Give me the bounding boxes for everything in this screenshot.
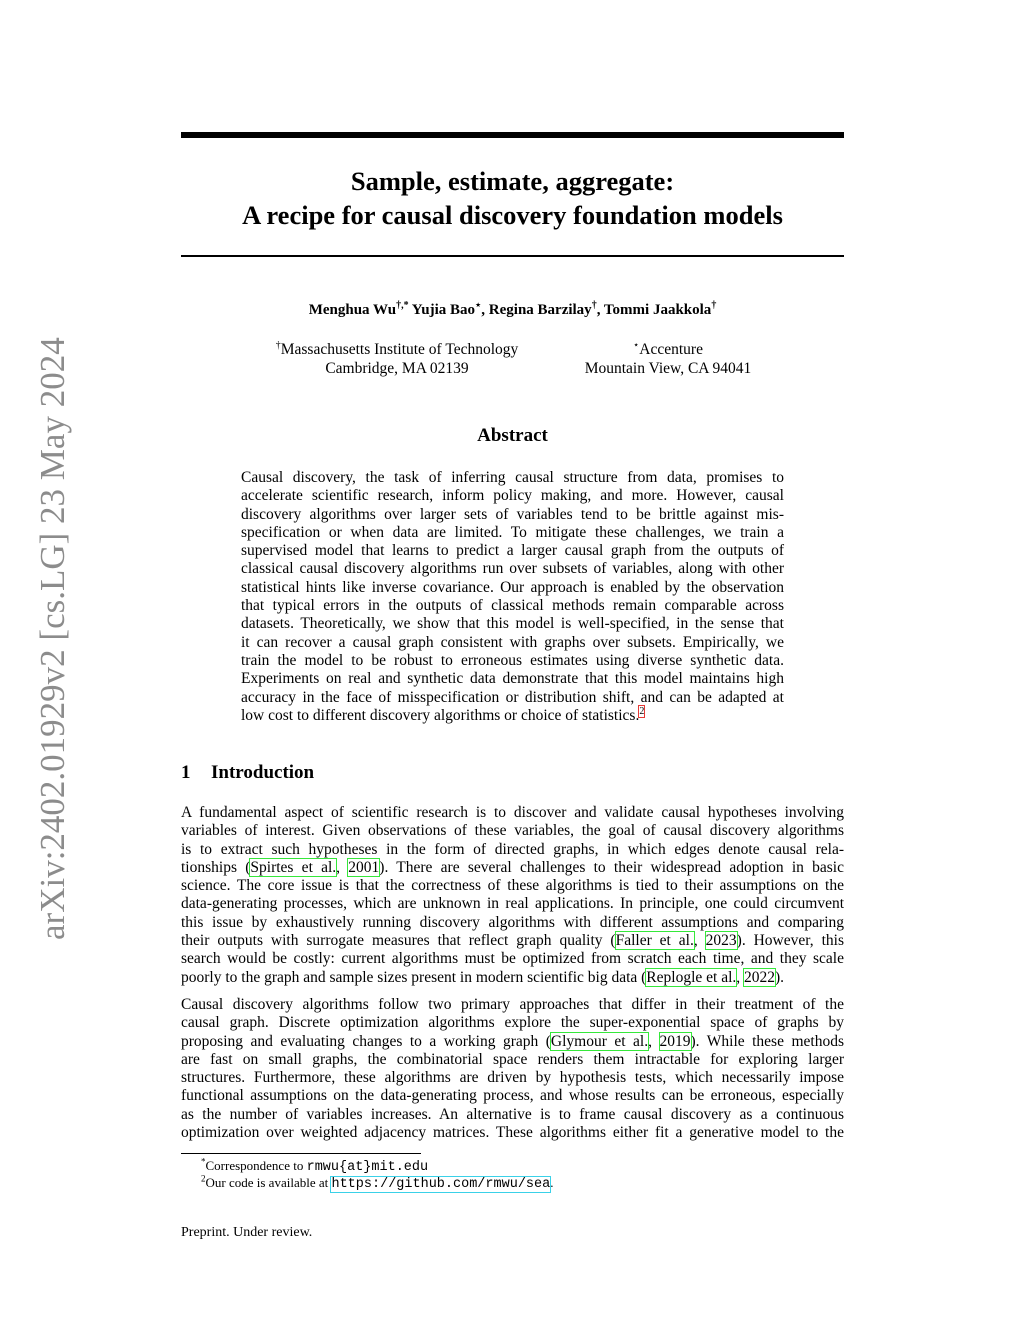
affiliation-address: Mountain View, CA 94041 <box>584 359 752 377</box>
footnote-end: . <box>550 1175 554 1190</box>
section-title: Introduction <box>211 762 315 783</box>
paragraph-line: A fundamental aspect of scientific research is to discover and validate causal hypotheses involving <box>181 804 844 821</box>
paragraph-line: Causal discovery algorithms follow two primary approaches that differ in their treatment of the <box>181 996 844 1013</box>
paragraph-line <box>181 1033 844 1051</box>
affiliation-mark: † <box>275 339 281 351</box>
abstract-line: Experiments on real and synthetic data demonstrate that this model maintains high <box>241 670 784 688</box>
text-run: , <box>693 932 706 950</box>
abstract-line: Causal discovery, the task of inferring causal structure from data, promises to <box>241 469 784 486</box>
citation-link[interactable]: 2001 <box>348 858 380 876</box>
footnote-text: Correspondence to <box>205 1158 307 1173</box>
abstract-line: discovery algorithms over larger sets of variables tend to be brittle against mis- <box>241 505 784 523</box>
abstract-heading: Abstract <box>477 425 548 446</box>
author-marks: ⋆ <box>475 300 482 311</box>
correspondence-email: rmwu{at}mit.edu <box>306 1160 429 1175</box>
abstract-line: statistical hints like inverse covariance. Our approach is enabled by the observation <box>241 578 784 596</box>
paragraph-line: functional assumptions on the data-generating process, and whose results can be erroneous, especially <box>181 1087 844 1105</box>
section-heading-introduction <box>181 762 314 784</box>
text-run: ). While these methods <box>690 1032 844 1050</box>
author-name: Menghua Wu <box>308 302 397 318</box>
author-list: Menghua Wu†,* Yujia Bao⋆, Regina Barzilay†, Tommi Jaakkola† <box>308 300 717 318</box>
citation-link[interactable]: Faller et al. <box>615 932 694 950</box>
author-marks: † <box>591 300 597 311</box>
abstract-line: classical causal discovery algorithms run over subsets of variables, along with other <box>241 560 784 578</box>
footnote-mark: * <box>201 1156 206 1167</box>
abstract-line: accuracy in the face of misspecification or distribution shift, and can be adapted at <box>241 688 784 706</box>
footnote-code <box>201 1174 821 1193</box>
text-run: tionships ( <box>181 858 251 876</box>
abstract-line: specification or when data are limited. To mitigate these challenges, we train a <box>241 523 784 541</box>
text-run: ). There are several challenges to their widespread adoption in basic <box>379 858 844 876</box>
title-bottom-rule <box>181 255 844 257</box>
text-run: , <box>336 858 349 876</box>
paragraph-line: science. The core issue is that the correctness of these algorithms is tied to their assumptions on the <box>181 877 844 895</box>
citation-link[interactable]: 2022 <box>744 968 776 986</box>
citation-link[interactable]: Replogle et al. <box>646 968 737 986</box>
author-marks: †,* <box>396 300 409 311</box>
paragraph-line: variables of interest. Given observations of these variables, the goal of causal discovery algorithms <box>181 822 844 840</box>
text-run: proposing and evaluating changes to a working graph ( <box>181 1032 551 1050</box>
abstract-line: accelerate scientific research, inform policy making, and more. However, causal <box>241 487 784 505</box>
paragraph-line: causal graph. Discrete optimization algorithms explore the super-exponential space of graphs by <box>181 1014 844 1032</box>
abstract-line: it can recover a causal graph consistent with graphs over subsets. Empirically, we <box>241 633 784 651</box>
abstract-body <box>241 469 784 725</box>
paragraph-line: data-generating processes, which are unknown in real applications. In principle, one could circumvent <box>181 895 844 913</box>
title-top-rule <box>181 132 844 138</box>
footnote-mark: 2 <box>201 1173 206 1184</box>
footnote-link[interactable]: 2 <box>639 705 645 717</box>
text-run: ). However, this <box>736 932 844 950</box>
footnote-rule <box>181 1153 421 1154</box>
footnote-text: Our code is available at <box>205 1175 332 1190</box>
paragraph-line: are fast on small graphs, the combinatorial space renders them intractable for exploring larger <box>181 1050 844 1068</box>
title-line-2: A recipe for causal discovery foundation models <box>242 200 783 230</box>
citation-link[interactable]: 2023 <box>705 932 737 950</box>
text-run: poorly to the graph and sample sizes present in modern scientific big data ( <box>181 968 647 986</box>
affiliation-accenture <box>503 341 833 378</box>
affiliation-name: Massachusetts Institute of Technology <box>280 341 519 358</box>
paragraph-line <box>181 859 844 877</box>
paragraph-line: structures. Furthermore, these algorithms are driven by hypothesis tests, which necessarily impose <box>181 1069 844 1087</box>
paragraph-line: as the number of variables increases. An alternative is to frame causal discovery as a continuous <box>181 1105 844 1123</box>
paper-title <box>181 164 844 232</box>
abstract-line <box>241 707 784 725</box>
abstract-line: train the model to be robust to erroneous estimates using diverse synthetic data. <box>241 651 784 669</box>
citation-link[interactable]: 2019 <box>659 1032 691 1050</box>
abstract-line: that typical errors in the outputs of classical methods remain comparable across <box>241 597 784 615</box>
text-run: their outputs with surrogate measures that reflect graph quality ( <box>181 932 616 950</box>
author-name: Regina Barzilay <box>488 302 592 318</box>
author-name: Yujia Bao <box>411 302 476 318</box>
abstract-last-text: low cost to different discovery algorithms or choice of statistics. <box>241 706 640 724</box>
paragraph-line: is to extract such hypotheses in the form of directed graphs, in which edges denote causal rela- <box>181 840 844 858</box>
author-marks: † <box>711 300 717 311</box>
text-run: , <box>648 1032 660 1050</box>
paragraph-line: this issue by exhaustively running discovery algorithms with different assumptions and comparing <box>181 913 844 931</box>
section-number: 1 <box>181 762 191 783</box>
paragraph-line <box>181 969 844 987</box>
citation-link[interactable]: Glymour et al. <box>550 1032 649 1050</box>
text-run: , <box>736 968 745 986</box>
arxiv-identifier: arXiv:2402.01929v2 [cs.LG] 23 May 2024 <box>33 337 72 940</box>
affiliation-name: Accenture <box>639 341 703 358</box>
paragraph-line <box>181 932 844 950</box>
text-run: ). <box>775 968 785 986</box>
intro-paragraph-2 <box>181 996 844 1142</box>
title-line-1: Sample, estimate, aggregate: <box>350 166 675 196</box>
paragraph-line: optimization over weighted adjacency matrices. These algorithms either fit a generative model to the <box>181 1124 844 1142</box>
abstract-line: datasets. Theoretically, we show that this model is well-specified, in the sense that <box>241 615 784 633</box>
citation-link[interactable]: Spirtes et al. <box>250 858 337 876</box>
page-footer: Preprint. Under review. <box>181 1225 313 1240</box>
affiliation-mark: ⋆ <box>633 339 640 351</box>
abstract-line: supervised model that learns to predict a larger causal graph from the outputs of <box>241 542 784 560</box>
author-name: Tommi Jaakkola <box>603 302 712 318</box>
paragraph-line: search would be costly: current algorithms must be optimized from scratch each time, and they scale <box>181 950 844 968</box>
intro-paragraph-1 <box>181 804 844 987</box>
affiliation-address: Cambridge, MA 02139 <box>325 359 469 377</box>
code-url-link[interactable]: https://github.com/rmwu/sea <box>331 1177 551 1192</box>
